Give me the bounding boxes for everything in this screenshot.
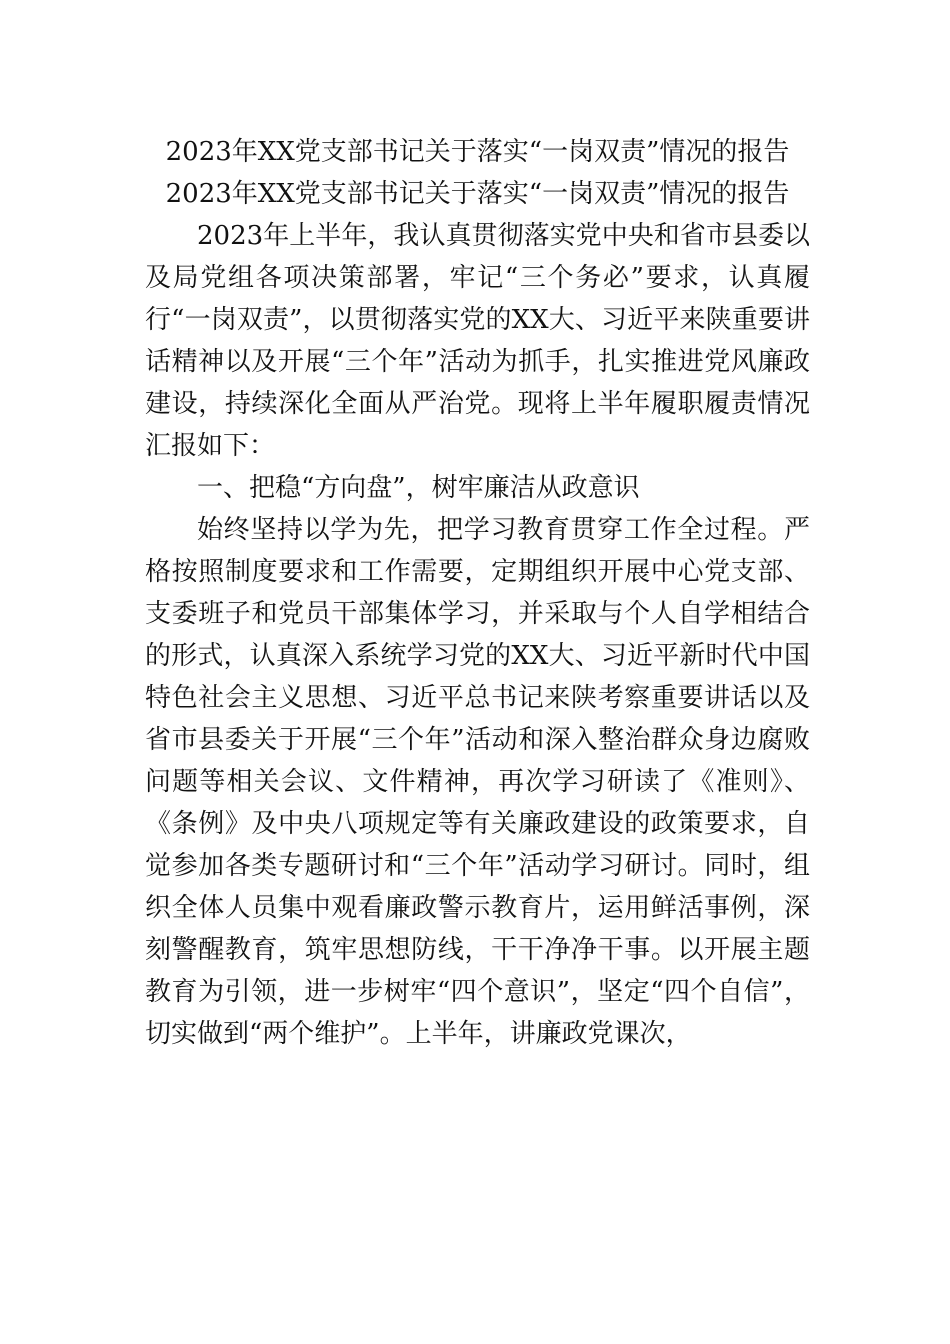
section-paragraph: 始终坚持以学为先，把学习教育贯穿工作全过程。严格按照制度要求和工作需要，定期组织开展中心党支部、支委班子和党员干部集体学习，并采取与个人自学相结合的形式，认真深入系统学习党的XX大、习近平新时代中国特色社会主义思想、习近平总书记来陕考察重要讲话以及省市县委关于开展“三个年”活动和深入整治群众身边腐败问题等相关会议、文件精神，再次学习研读了《准则》、《条例》及中央八项规定等有关廉政建设的政策要求，自觉参加各类专题研讨和“三个年”活动学习研讨。同时，组织全体人员集中观看廉政警示教育片，运用鲜活事例，深刻警醒教育，筑牢思想防线，干干净净干事。以开展主题教育为引领，进一步树牢“四个意识”，坚定“四个自信”，切实做到“两个维护”。上半年，讲廉政党课次， [145, 515, 810, 1049]
intro-paragraph: 2023年上半年，我认真贯彻落实党中央和省市县委以及局党组各项决策部署，牢记“三个务必”要求，认真履行“一岗双责”，以贯彻落实党的XX大、习近平来陕重要讲话精神以及开展“三个年”活动为抓手，扎实推进党风廉政建设，持续深化全面从严治党。现将上半年履职履责情况汇报如下： [145, 221, 810, 461]
document-body [145, 131, 810, 1055]
section-heading: 一、把稳“方向盘”，树牢廉洁从政意识 [197, 473, 640, 503]
document-title: 2023年XX党支部书记关于落实“一岗双责”情况的报告 [165, 137, 790, 167]
document-title-repeat: 2023年XX党支部书记关于落实“一岗双责”情况的报告 [165, 179, 790, 209]
